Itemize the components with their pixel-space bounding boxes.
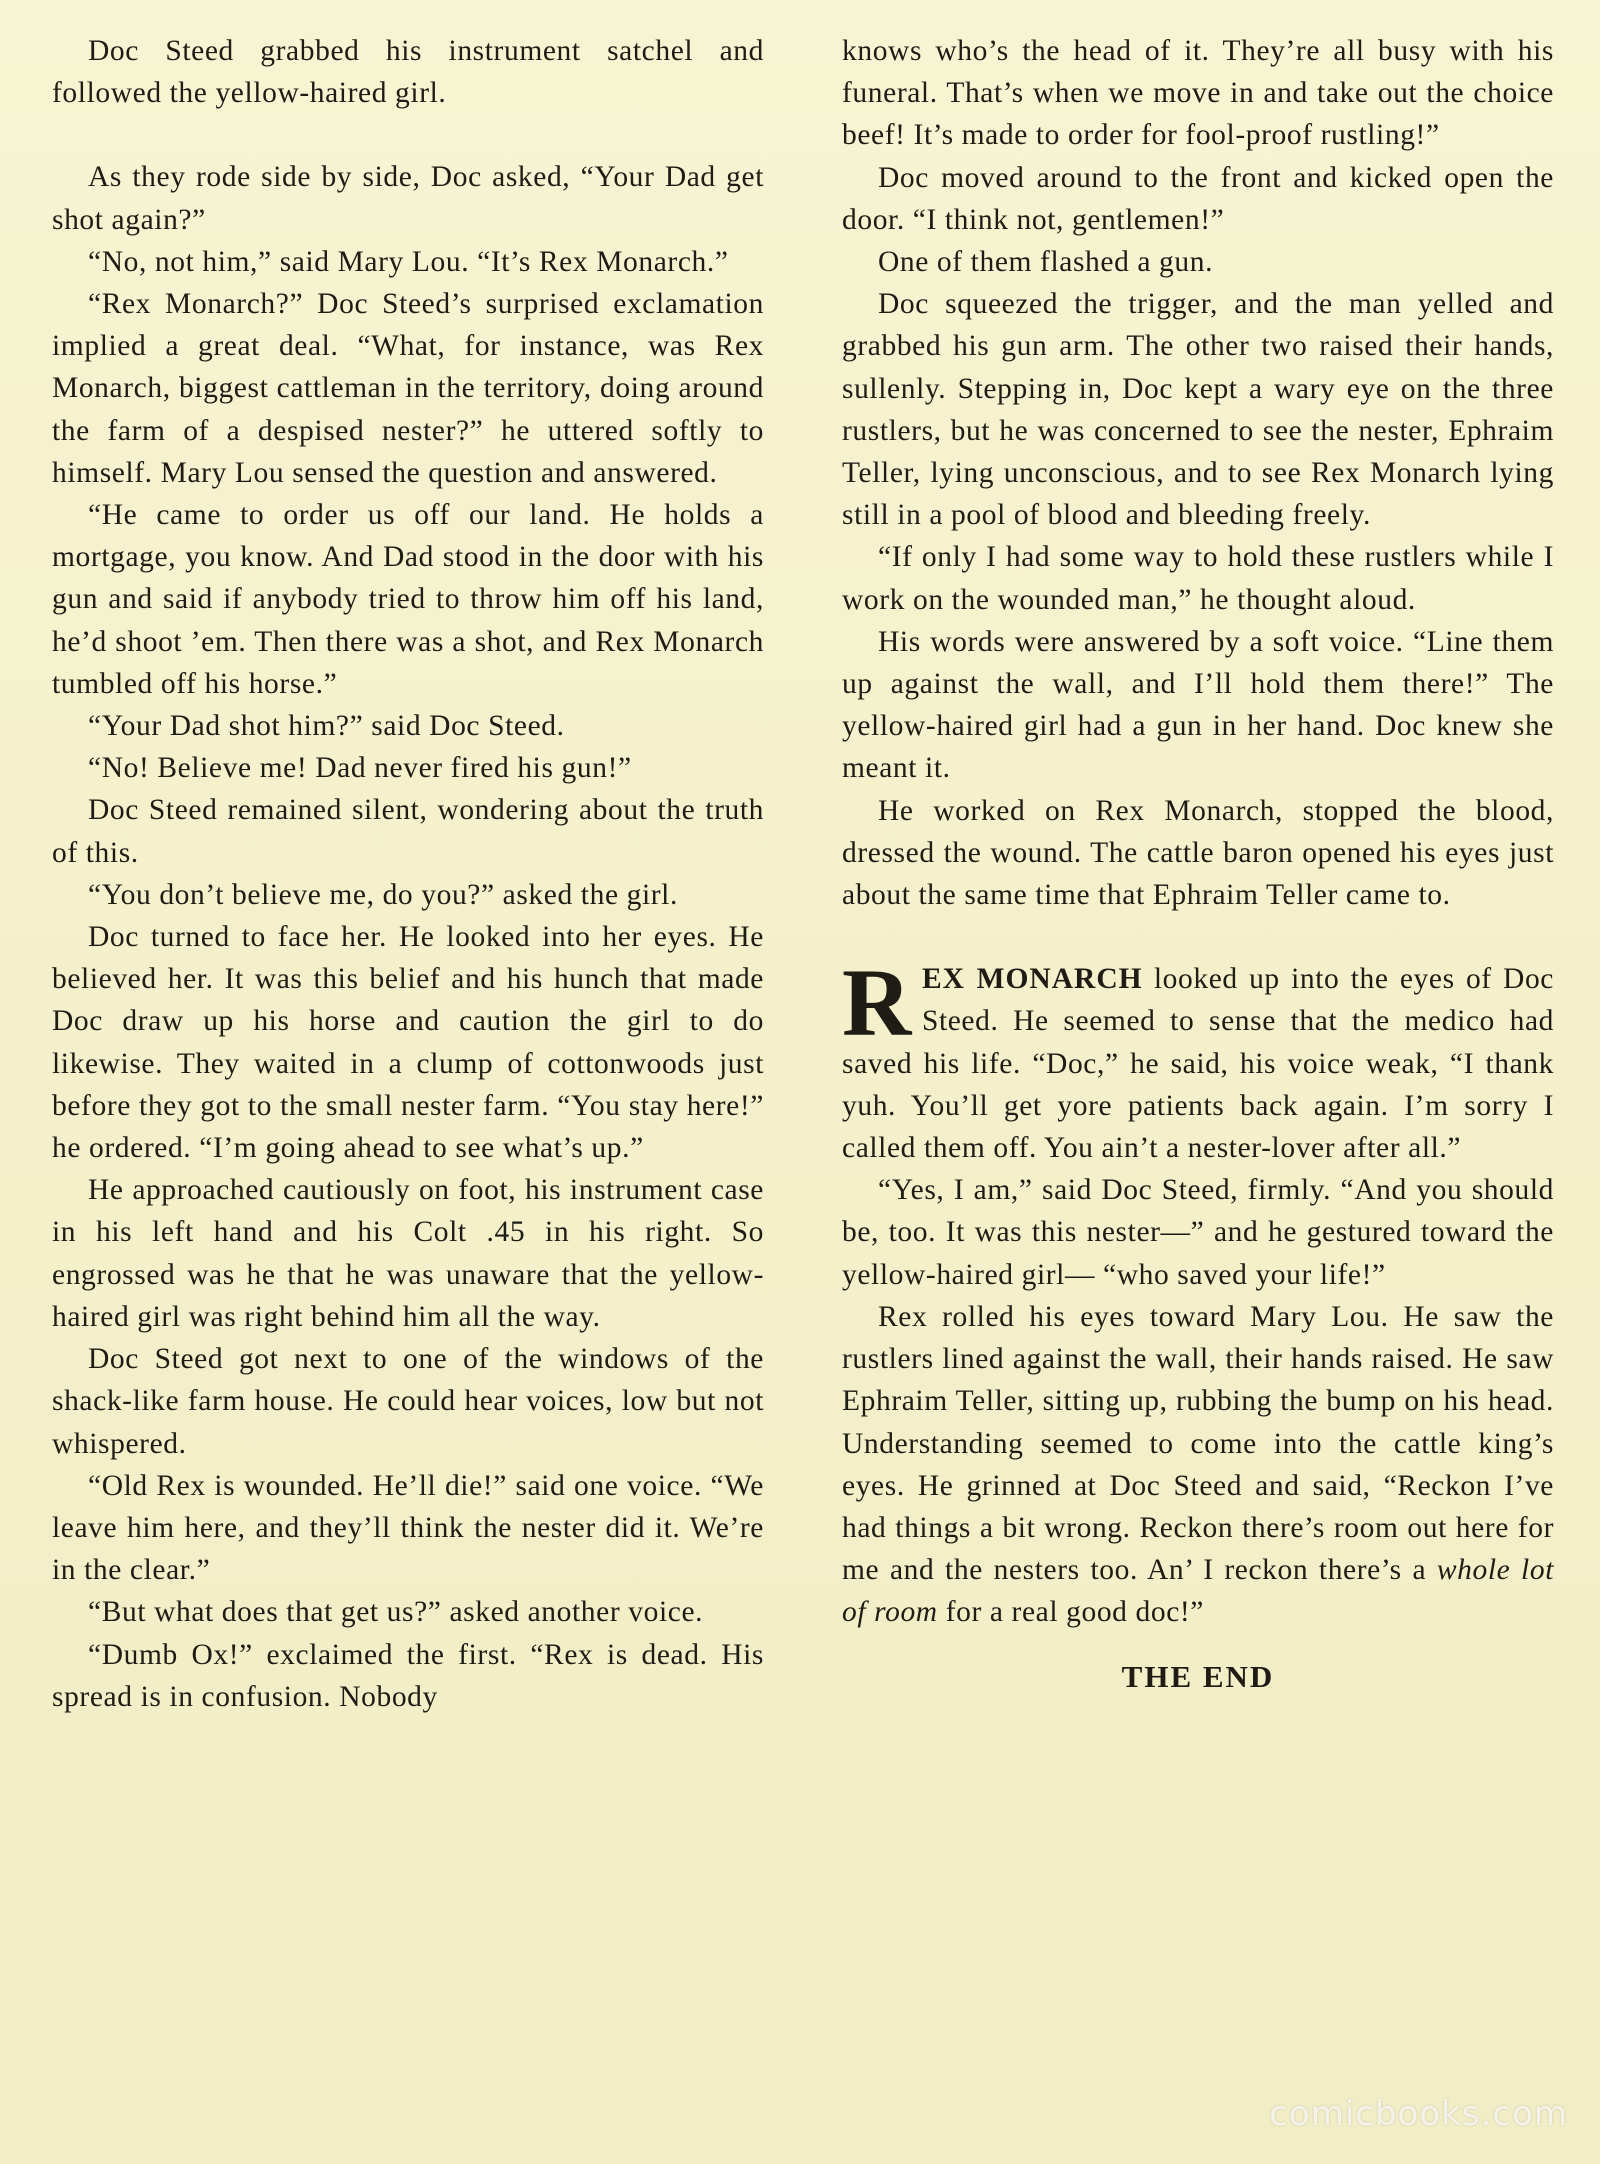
the-end-label: THE END — [1121, 1658, 1275, 1694]
paragraph: “He came to order us off our land. He holds a mortgage, you know. And Dad stood in the door with his gun and said if anybody tried to throw him off his land, he’d shoot ’em. Then there was a shot, and Rex Monarch tumbled off his horse.” — [52, 499, 764, 700]
paragraph: “Rex Monarch?” Doc Steed’s surprised exclamation implied a great deal. “What, for instance, was Rex Monarch, biggest cattleman in the territory, doing around the farm of a despised nester?” he uttered softly to himself. Mary Lou sensed the question and answered. — [52, 288, 764, 489]
paragraph: “Yes, I am,” said Doc Steed, firmly. “And you should be, too. It was this nester—” and he gestured toward the yellow-haired girl— “who saved your life!” — [842, 1174, 1554, 1291]
paragraph — [842, 1296, 1554, 1634]
paragraph: “No, not him,” said Mary Lou. “It’s Rex Monarch.” — [88, 245, 729, 278]
paragraph: Doc Steed grabbed his instrument satchel and followed the yellow-haired girl. — [52, 35, 764, 110]
paragraph: As they rode side by side, Doc asked, “Your Dad get shot again?” — [52, 161, 764, 236]
emphasis-text: whole lot of room — [842, 1554, 1554, 1629]
paragraph: “Old Rex is wounded. He’ll die!” said one voice. “We leave him here, and they’ll think the nester did it. We’re in the clear.” — [52, 1469, 764, 1587]
paragraph: His words were answered by a soft voice. “Line them up against the wall, and I’ll hold them there!” The yellow-haired girl had a gun in her hand. Doc knew she meant it. — [842, 625, 1554, 785]
paragraph-text-end: for a real good doc!” — [937, 1596, 1205, 1629]
paragraph: One of them flashed a gun. — [878, 246, 1214, 279]
paragraph: Doc moved around to the front and kicked open the door. “I think not, gentlemen!” — [842, 161, 1554, 236]
lead-in-text: EX MONARCH — [921, 963, 1143, 996]
paragraph: “No! Believe me! Dad never fired his gun!” — [88, 752, 632, 785]
paragraph-text: Rex rolled his eyes toward Mary Lou. He saw the rustlers lined against the wall, their hands raised. He saw Ephraim Teller, sitting up, rubbing the bump on his head. Understanding seemed to come into the cattle king’s eyes. He grinned at Doc Steed and said, “Reckon I’ve had things a bit wrong. Reckon there’s room out here for me and the nesters too. An’ I reckon there’s a — [842, 1300, 1554, 1587]
paragraph: Doc Steed remained silent, wondering about the truth of this. — [52, 794, 764, 869]
left-column — [52, 30, 764, 1718]
paragraph: Doc squeezed the trigger, and the man yelled and grabbed his gun arm. The other two raised their hands, sullenly. Stepping in, Doc kept a wary eye on the three rustlers, but he was concerned to see the nester, Ephraim Teller, lying unconscious, and to see Rex Monarch lying still in a pool of blood and bleeding freely. — [842, 288, 1554, 532]
paragraph: “Dumb Ox!” exclaimed the first. “Rex is dead. His spread is in confusion. Nobody — [52, 1638, 764, 1713]
paragraph: knows who’s the head of it. They’re all busy with his funeral. That’s when we move in and take out the choice beef! It’s made to order for fool-proof rustling!” — [842, 35, 1554, 152]
paragraph: Doc turned to face her. He looked into her eyes. He believed her. It was this belief and his hunch that made Doc draw up his horse and caution the girl to do likewise. They waited in a clump of cottonwoods just before they got to the small nester farm. “You stay here!” he ordered. “I’m going ahead to see what’s up.” — [52, 921, 764, 1165]
paragraph: Doc Steed got next to one of the windows of the shack-like farm house. He could hear voices, low but not whispered. — [52, 1343, 764, 1460]
drop-cap: R — [842, 949, 912, 1057]
section-break — [52, 114, 764, 156]
paragraph: He worked on Rex Monarch, stopped the blood, dressed the wound. The cattle baron opened his eyes just about the same time that Ephraim Teller came to. — [842, 794, 1554, 912]
drop-cap-paragraph — [842, 949, 1554, 1169]
paragraph: “Your Dad shot him?” said Doc Steed. — [88, 710, 565, 743]
paragraph-text: looked up into the eyes of Doc Steed. He seemed to sense that the medico had saved his life. “Doc,” he said, his voice weak, “I thank yuh. You’ll get yore patients back again. I’m sorry I called them off. You ain’t a nester-lover after all.” — [842, 963, 1554, 1165]
paragraph: “You don’t believe me, do you?” asked the girl. — [88, 878, 678, 911]
section-break — [842, 916, 1554, 958]
paragraph: “If only I had some way to hold these rustlers while I work on the wounded man,” he thought aloud. — [842, 541, 1554, 616]
paragraph: “But what does that get us?” asked another voice. — [88, 1596, 704, 1629]
paragraph: He approached cautiously on foot, his instrument case in his left hand and his Colt .45 in his right. So engrossed was he that he was unaware that the yellow-haired girl was right behind him all the way. — [52, 1174, 764, 1333]
right-column — [842, 30, 1554, 1698]
watermark: comicbooks.com — [1269, 2094, 1568, 2134]
